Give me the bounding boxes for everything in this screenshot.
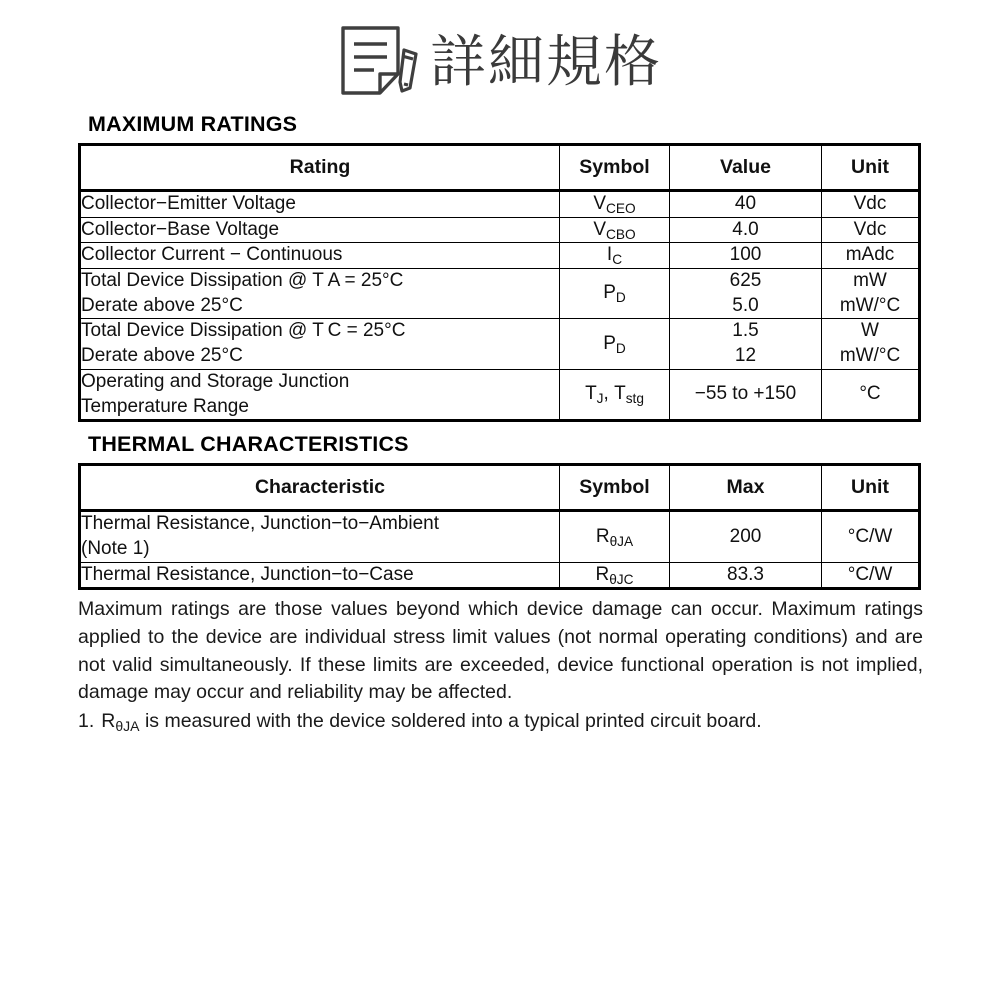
characteristic-max — [670, 511, 822, 562]
rating-unit — [822, 217, 920, 243]
symbol-subscript: J — [596, 390, 604, 406]
characteristic-unit — [822, 511, 920, 562]
table-row — [80, 511, 920, 562]
rating-unit-line1: Vdc — [853, 218, 887, 240]
rating-unit — [822, 369, 920, 420]
rating-unit-line2: mW/°C — [839, 294, 901, 316]
footnote-symbol-base: R — [101, 710, 116, 732]
characteristic-description-line1: Thermal Resistance, Junction−to−Ambient — [81, 513, 440, 535]
symbol-base: I — [606, 244, 613, 266]
column-header-characteristic: Characteristic — [80, 465, 560, 511]
table-row — [80, 269, 920, 319]
rating-description-line1: Collector−Base Voltage — [81, 218, 280, 240]
footnote-symbol-subscript: θJA — [115, 717, 140, 734]
rating-description-line1: Collector−Emitter Voltage — [81, 193, 296, 214]
rating-symbol — [560, 319, 670, 369]
characteristic-symbol — [560, 511, 670, 562]
rating-value — [670, 217, 822, 243]
rating-description — [80, 217, 560, 243]
rating-unit — [822, 243, 920, 269]
thermal-characteristics-heading: THERMAL CHARACTERISTICS — [88, 432, 409, 457]
rating-description-line1: Total Device Dissipation @ T C = 25°C — [81, 320, 406, 342]
rating-value — [670, 369, 822, 420]
symbol-base: T — [585, 383, 597, 405]
rating-symbol — [560, 191, 670, 218]
footnote-note-1 — [78, 708, 923, 736]
page-title: 詳細規格 — [430, 30, 662, 95]
rating-symbol — [560, 269, 670, 319]
symbol-subscript: D — [615, 290, 626, 306]
symbol-base: V — [593, 193, 607, 214]
rating-unit — [822, 191, 920, 218]
symbol-base: P — [603, 332, 616, 354]
symbol-subscript: C — [612, 252, 623, 268]
rating-symbol: $T_J$, $T_{stg}$ — [560, 369, 670, 420]
table-row — [80, 369, 920, 420]
rating-value-line1: −55 to +150 — [694, 383, 797, 405]
page-header — [0, 0, 1000, 112]
rating-description — [80, 191, 560, 218]
rating-description — [80, 269, 560, 319]
rating-description — [80, 243, 560, 269]
characteristic-unit-line1: °C/W — [847, 563, 893, 585]
table-row — [80, 191, 920, 218]
characteristic-description-line2: (Note 1) — [81, 537, 150, 559]
table-header-row — [80, 465, 920, 511]
maximum-ratings-table — [78, 143, 921, 422]
footnote-paragraph: Maximum ratings are those values beyond which device damage can occur. Maximum ratings applied to the device are individual stress limit values (not normal operating conditions) and are not valid simultaneously. If these limits are exceeded, device functional operation is not implied, damage may occur and reliability may be affected. — [78, 598, 923, 704]
symbol-base: R — [595, 563, 610, 585]
rating-value-line1: 100 — [729, 244, 762, 266]
characteristic-symbol — [560, 562, 670, 589]
rating-value-line1: 1.5 — [732, 320, 759, 342]
characteristic-max-line1: 200 — [729, 525, 762, 547]
column-header-unit: Unit — [822, 145, 920, 191]
symbol-subscript: θJA — [609, 533, 634, 549]
rating-unit — [822, 269, 920, 319]
column-header-rating: Rating — [80, 145, 560, 191]
rating-value-line2: 5.0 — [732, 294, 759, 316]
rating-description-line1: Operating and Storage Junction — [81, 370, 350, 392]
rating-value — [670, 191, 822, 218]
rating-description-line1: Collector Current − Continuous — [81, 244, 343, 266]
footnote-note-text: is measured with the device soldered into a typical printed circuit board. — [139, 710, 762, 732]
column-header-unit: Unit — [822, 465, 920, 511]
column-header-symbol: Symbol — [560, 145, 670, 191]
rating-description-line2: Derate above 25°C — [81, 345, 243, 367]
maximum-ratings-heading: MAXIMUM RATINGS — [88, 112, 298, 136]
rating-unit-line1: W — [861, 320, 879, 342]
rating-value-line1: 40 — [734, 193, 757, 214]
rating-description — [80, 369, 560, 420]
rating-description-line2: Derate above 25°C — [81, 294, 243, 316]
rating-value — [670, 319, 822, 369]
rating-description-line2: Temperature Range — [81, 395, 249, 417]
characteristic-description-line1: Thermal Resistance, Junction−to−Case — [81, 563, 414, 585]
rating-unit — [822, 319, 920, 369]
rating-symbol — [560, 243, 670, 269]
symbol-base-secondary: T — [614, 383, 626, 405]
characteristic-description — [80, 562, 560, 589]
column-header-symbol: Symbol — [560, 465, 670, 511]
characteristic-max-line1: 83.3 — [727, 563, 764, 585]
characteristic-unit-line1: °C/W — [847, 525, 893, 547]
symbol-subscript: CBO — [606, 226, 636, 242]
rating-value-line2: 12 — [734, 345, 757, 367]
rating-unit-line2: mW/°C — [839, 345, 901, 367]
rating-value-line1: 4.0 — [732, 218, 759, 240]
symbol-base: R — [595, 525, 610, 547]
rating-unit-line1: mAdc — [845, 244, 895, 266]
table-row — [80, 243, 920, 269]
document-pen-icon — [338, 24, 424, 103]
symbol-base: P — [603, 282, 616, 304]
characteristic-unit — [822, 562, 920, 589]
symbol-base: V — [593, 218, 607, 240]
thermal-characteristics-table — [78, 463, 921, 590]
rating-value — [670, 269, 822, 319]
rating-unit-line1: mW — [853, 270, 887, 292]
table-row — [80, 217, 920, 243]
symbol-subscript: θJC — [609, 571, 634, 587]
rating-value — [670, 243, 822, 269]
rating-symbol — [560, 217, 670, 243]
column-header-max: Max — [670, 465, 822, 511]
rating-value-line1: 625 — [729, 270, 762, 292]
symbol-subscript-secondary: stg — [625, 390, 644, 406]
rating-unit-line1: Vdc — [853, 193, 887, 214]
characteristic-description — [80, 511, 560, 562]
footnote-number: 1. — [78, 710, 95, 732]
table-row — [80, 562, 920, 589]
symbol-subscript: CEO — [606, 200, 636, 216]
characteristic-max — [670, 562, 822, 589]
rating-description-line1: Total Device Dissipation @ T A = 25°C — [81, 270, 404, 292]
footnotes — [78, 596, 923, 735]
table-row — [80, 319, 920, 369]
column-header-value: Value — [670, 145, 822, 191]
rating-unit-line1: °C — [859, 383, 881, 405]
symbol-subscript: D — [615, 340, 626, 356]
table-header-row — [80, 145, 920, 191]
rating-description — [80, 319, 560, 369]
